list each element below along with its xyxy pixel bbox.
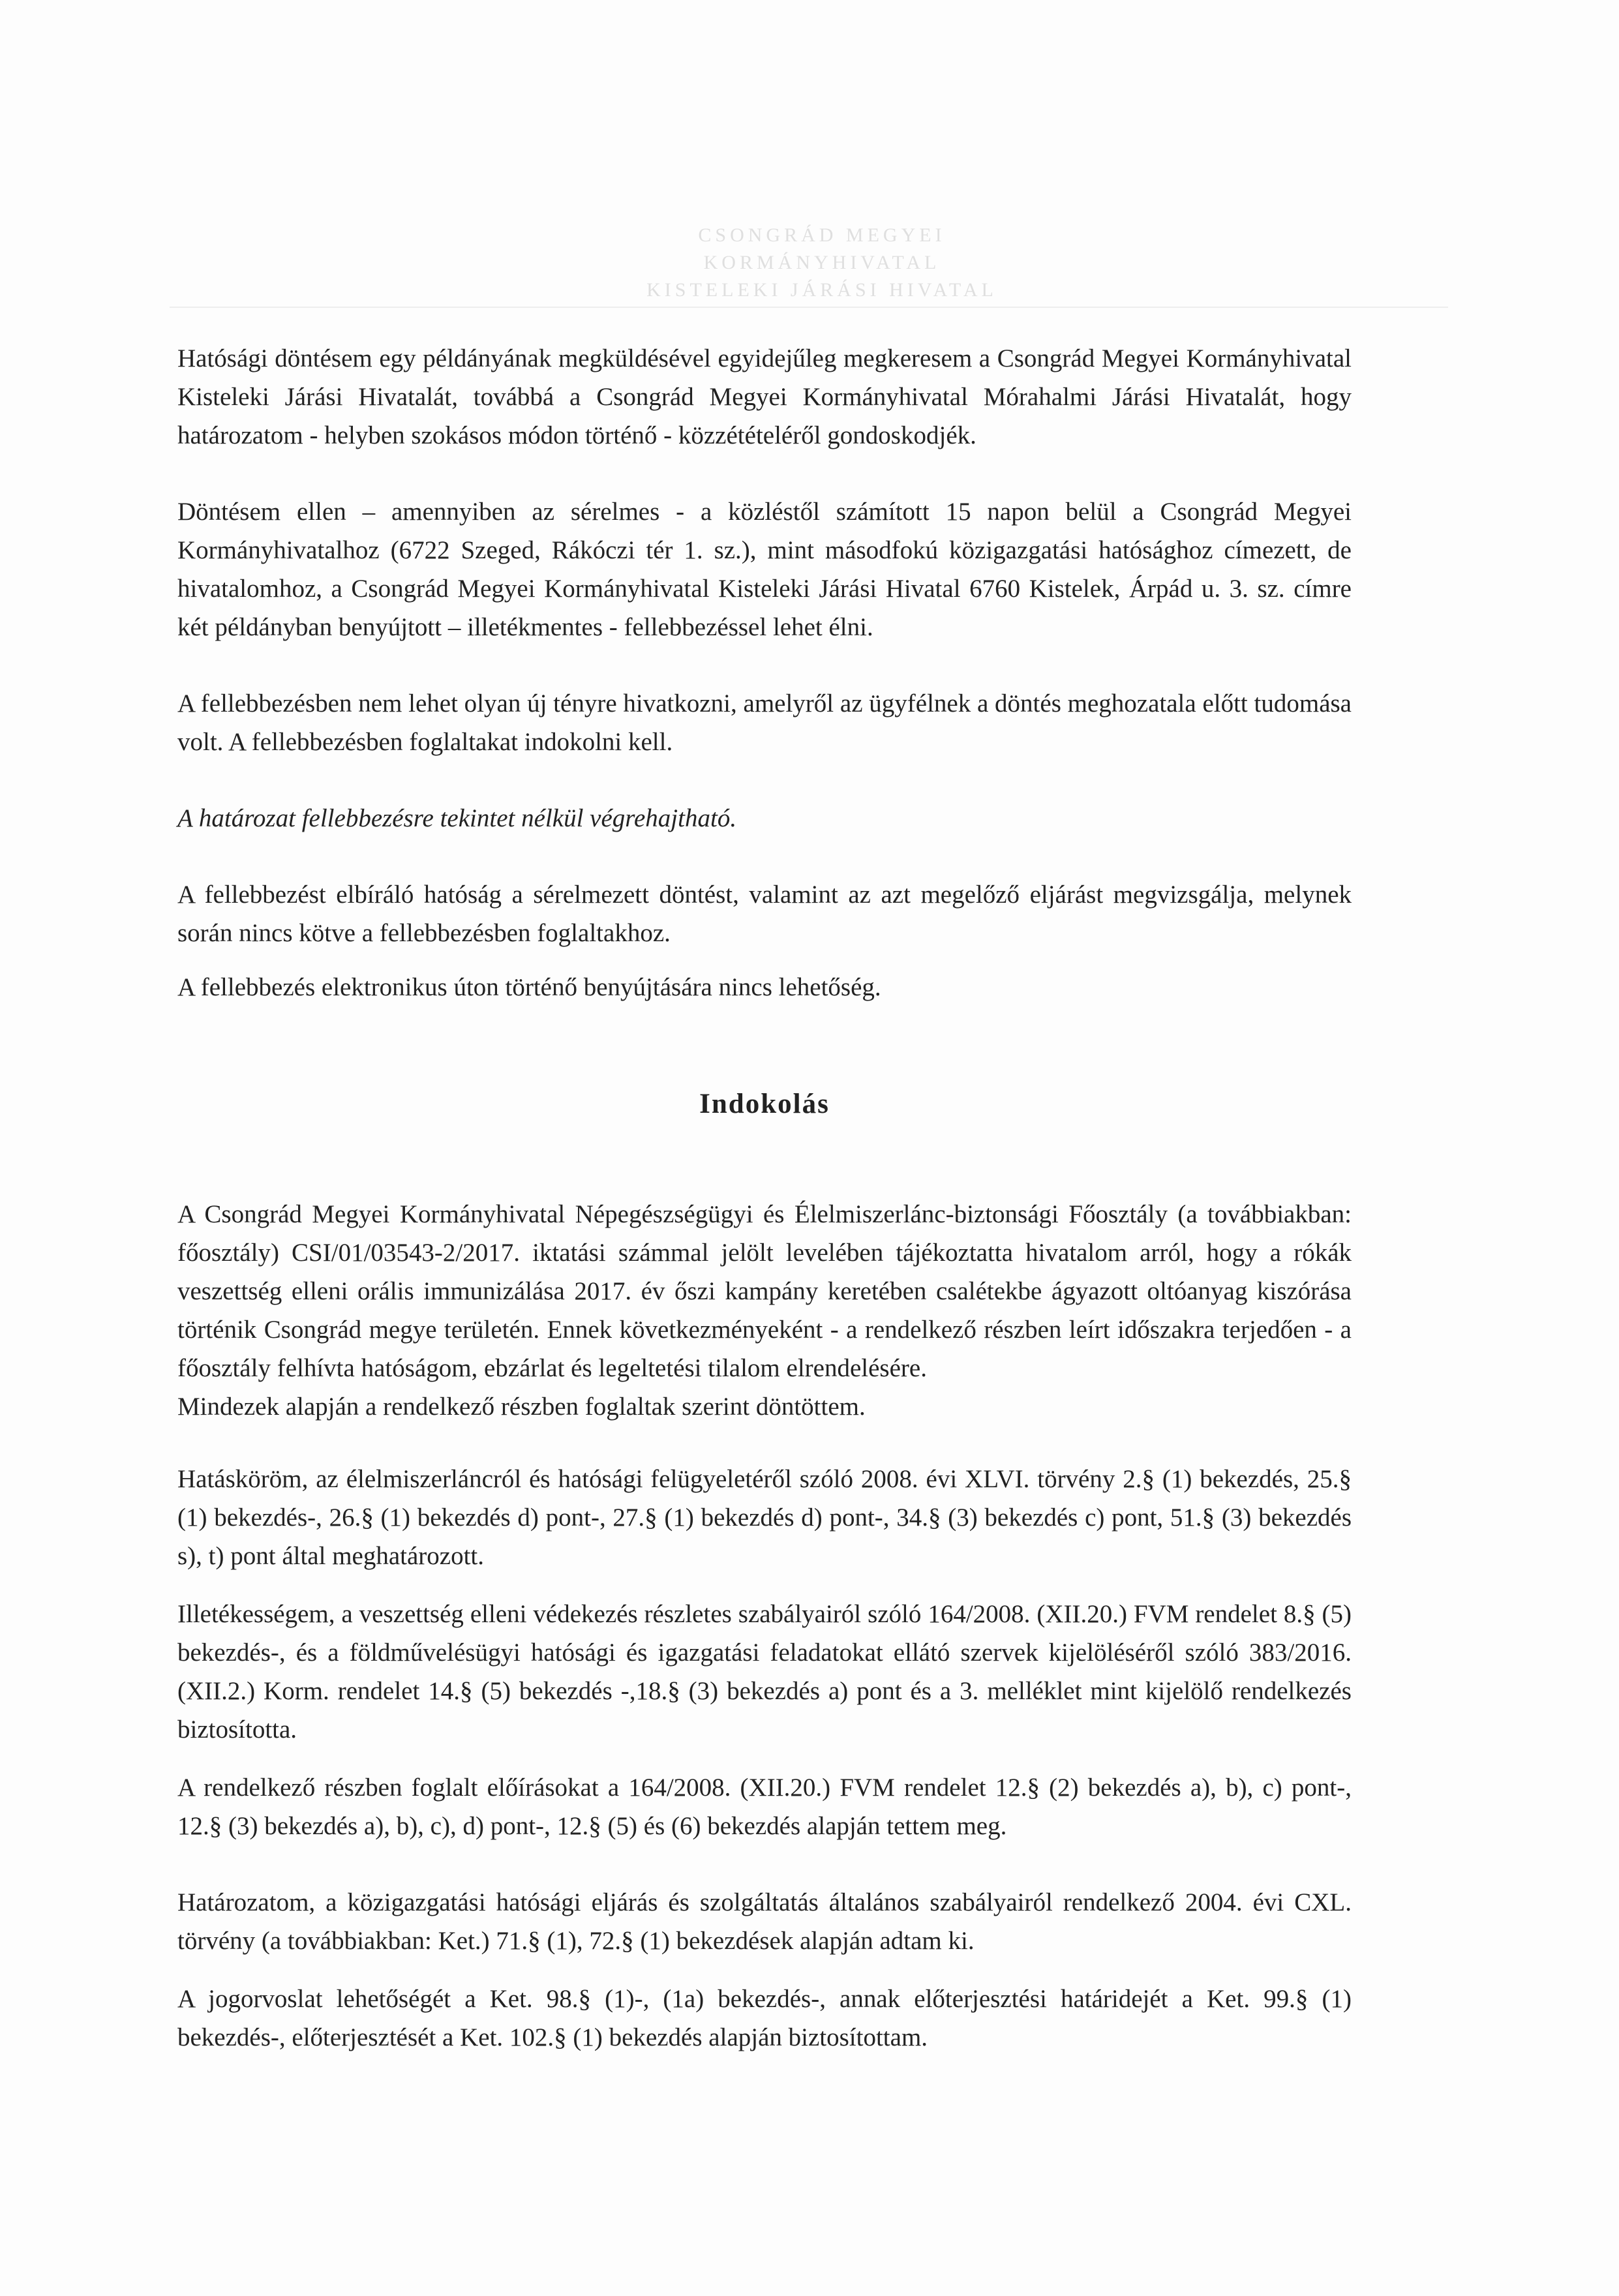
paragraph-electronic-submission: A fellebbezés elektronikus úton történő benyújtására nincs lehetőség. xyxy=(177,973,881,1001)
paragraph-appeal-rights: Döntésem ellen – amennyiben az sérelmes - a közléstől számított 15 napon belül a Csongrád Megyei Kormányhivatalhoz (6722 Szeged, Rákóczi tér 1. sz.), mint másodfokú közigazgatási hatósághoz címezett, de hivatalomhoz, a Csongrád Megyei Kormányhivatal Kisteleki Járási Hivatal 6760 Kistelek, Árpád u. 3. sz. címre két példányban benyújtott – illetékmentes - fellebbezéssel lehet élni. xyxy=(177,498,1352,641)
bleed-line-3: KISTELEKI JÁRÁSI HIVATAL xyxy=(646,279,997,301)
paragraph-competence: Hatásköröm, az élelmiszerláncról és hatósági felügyeletéről szóló 2008. évi XLVI. törvény 2.§ (1) bekezdés, 25.§ (1) bekezdés-, 26.§ (1) bekezdés d) pont-, 27.§ (1) bekezdés d) pont-, 34.§ (3) bekezdés c) pont, 51.§ (3) bekezdés s), t) pont által meghatározott. xyxy=(177,1465,1352,1570)
bleed-through-letterhead xyxy=(620,222,1024,304)
paragraph-appeal-review: A fellebbezést elbíráló hatóság a sérelmezett döntést, valamint az azt megelőző eljárást megvizsgálja, melynek során nincs kötve a fellebbezésben foglaltakhoz. xyxy=(177,881,1352,947)
bleed-line-2: KORMÁNYHIVATAL xyxy=(703,252,941,273)
paragraph-legal-basis: Határozatom, a közigazgatási hatósági eljárás és szolgáltatás általános szabályairól rendelkező 2004. évi CXL. törvény (a továbbiakban: Ket.) 71.§ (1), 72.§ (1) bekezdések alapján adtam ki. xyxy=(177,1888,1352,1955)
paragraph-justification-conclusion: Mindezek alapján a rendelkező részben foglaltak szerint döntöttem. xyxy=(177,1393,866,1421)
bleed-rule xyxy=(170,307,1448,308)
paragraph-publication-request: Hatósági döntésem egy példányának megküldésével egyidejűleg megkeresem a Csongrád Megyei Kormányhivatal Kisteleki Járási Hivatalát, továbbá a Csongrád Megyei Kormányhivatal Mórahalmi Járási Hivatalát, hogy határozatom - helyben szokásos módon történő - közzétételéről gondoskodjék. xyxy=(177,344,1352,449)
paragraph-justification-background: A Csongrád Megyei Kormányhivatal Népegészségügyi és Élelmiszerlánc-biztonsági Főosztály (a továbbiakban: főosztály) CSI/01/03543-2/2017. iktatási számmal jelölt levelében tájékoztatta hivatalom arról, hogy a rókák veszettség elleni orális immunizálása 2017. év őszi kampány keretében csalétekbe ágyazott oltóanyag kiszórása történik Csongrád megye területén. Ennek következményeként - a rendelkező részben leírt időszakra terjedően - a főosztály felhívta hatóságom, ebzárlat és legeltetési tilalom elrendelésére. xyxy=(177,1200,1352,1382)
paragraph-jurisdiction: Illetékességem, a veszettség elleni védekezés részletes szabályairól szóló 164/2008. (XII.20.) FVM rendelet 8.§ (5) bekezdés-, és a földművelésügyi hatósági és igazgatási feladatokat ellátó szervek kijelöléséről szóló 383/2016. (XII.2.) Korm. rendelet 14.§ (5) bekezdés -,18.§ (3) bekezdés a) pont és a 3. melléklet mint kijelölő rendelkezés biztosította. xyxy=(177,1600,1352,1744)
paragraph-provisions: A rendelkező részben foglalt előírásokat a 164/2008. (XII.20.) FVM rendelet 12.§ (2) bekezdés a), b), c) pont-, 12.§ (3) bekezdés a), b), c), d) pont-, 12.§ (5) és (6) bekezdés alapján tettem meg. xyxy=(177,1774,1352,1840)
paragraph-appeal-new-facts: A fellebbezésben nem lehet olyan új tényre hivatkozni, amelyről az ügyfélnek a döntés meghozatala előtt tudomása volt. A fellebbezésben foglaltakat indokolni kell. xyxy=(177,689,1352,756)
paragraph-remedy: A jogorvoslat lehetőségét a Ket. 98.§ (1)-, (1a) bekezdés-, annak előterjesztési határidejét a Ket. 99.§ (1) bekezdés-, előterjesztését a Ket. 102.§ (1) bekezdés alapján biztosítottam. xyxy=(177,1985,1352,2051)
bleed-line-1: CSONGRÁD MEGYEI xyxy=(698,224,946,246)
paragraph-enforceability: A határozat fellebbezésre tekintet nélkül végrehajtható. xyxy=(177,804,737,832)
document-body xyxy=(177,339,1352,2057)
section-heading-justification: Indokolás xyxy=(699,1089,830,1119)
